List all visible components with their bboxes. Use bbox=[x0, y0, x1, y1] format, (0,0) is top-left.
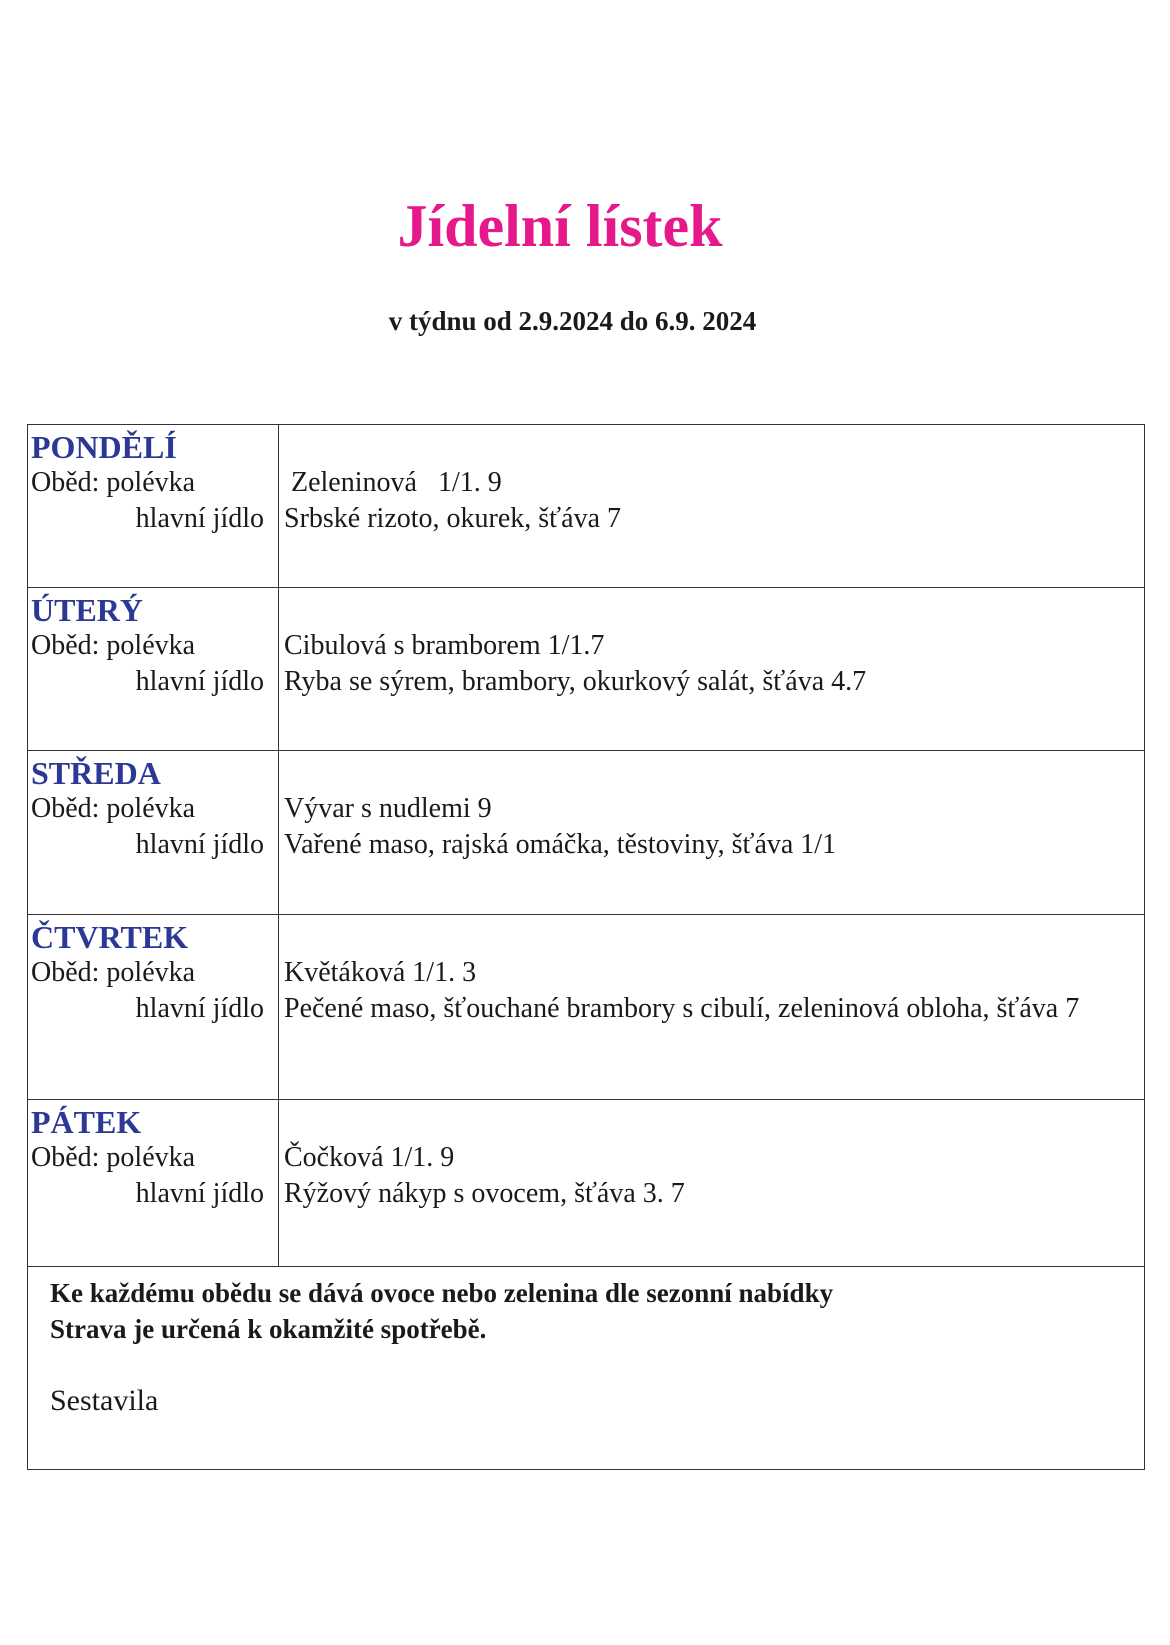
menu-table bbox=[27, 424, 1145, 1470]
page-title: Jídelní lístek bbox=[397, 193, 723, 259]
soup-item: Květáková 1/1. 3 bbox=[284, 957, 477, 988]
day-label-cell bbox=[28, 588, 279, 751]
dishes-cell bbox=[279, 1100, 1145, 1267]
day-label-cell bbox=[28, 425, 279, 588]
main-dish-label: hlavní jídlo bbox=[135, 666, 264, 697]
day-label-cell bbox=[28, 751, 279, 915]
main-dish-item: Ryba se sýrem, brambory, okurkový salát, šťáva 4.7 bbox=[284, 666, 867, 697]
main-dish-label: hlavní jídlo bbox=[135, 503, 264, 534]
day-label-cell bbox=[28, 1100, 279, 1267]
day-row-friday bbox=[28, 1100, 1145, 1267]
soup-item: Cibulová s bramborem 1/1.7 bbox=[284, 630, 605, 661]
consumption-note: Strava je určená k okamžité spotřebě. bbox=[50, 1314, 487, 1344]
week-range: v týdnu od 2.9.2024 do 6.9. 2024 bbox=[388, 306, 757, 336]
dishes-cell bbox=[279, 425, 1145, 588]
soup-item: Čočková 1/1. 9 bbox=[284, 1142, 455, 1173]
soup-label: Oběd: polévka bbox=[31, 793, 196, 824]
soup-label: Oběd: polévka bbox=[31, 630, 196, 661]
day-row-thursday bbox=[28, 915, 1145, 1100]
dishes-cell bbox=[279, 751, 1145, 915]
day-name: ČTVRTEK bbox=[31, 919, 189, 955]
main-dish-label: hlavní jídlo bbox=[135, 829, 264, 860]
main-dish-item: Rýžový nákyp s ovocem, šťáva 3. 7 bbox=[284, 1178, 685, 1209]
dishes-cell bbox=[279, 588, 1145, 751]
main-dish-item: Srbské rizoto, okurek, šťáva 7 bbox=[284, 503, 621, 534]
day-row-monday bbox=[28, 425, 1145, 588]
day-name: ÚTERÝ bbox=[31, 592, 144, 628]
day-label-cell bbox=[28, 915, 279, 1100]
footer-row bbox=[28, 1267, 1145, 1470]
main-dish-label: hlavní jídlo bbox=[135, 1178, 264, 1209]
main-dish-label: hlavní jídlo bbox=[135, 993, 264, 1024]
author-label: Sestavila bbox=[50, 1384, 159, 1417]
soup-label: Oběd: polévka bbox=[31, 467, 196, 498]
soup-item: Vývar s nudlemi 9 bbox=[284, 793, 492, 824]
footer-note-cell bbox=[28, 1267, 1145, 1470]
day-row-wednesday bbox=[28, 751, 1145, 915]
day-name: PÁTEK bbox=[31, 1104, 142, 1140]
main-dish-item: Vařené maso, rajská omáčka, těstoviny, šťáva 1/1 bbox=[284, 829, 837, 860]
soup-label: Oběd: polévka bbox=[31, 957, 196, 988]
main-dish-item: Pečené maso, šťouchané brambory s cibulí, zeleninová obloha, šťáva 7 bbox=[284, 993, 1080, 1024]
fruit-note: Ke každému obědu se dává ovoce nebo zelenina dle sezonní nabídky bbox=[50, 1278, 834, 1308]
soup-item: Zeleninová 1/1. 9 bbox=[284, 467, 502, 498]
soup-label: Oběd: polévka bbox=[31, 1142, 196, 1173]
day-name: STŘEDA bbox=[31, 755, 161, 791]
day-row-tuesday bbox=[28, 588, 1145, 751]
day-name: PONDĚLÍ bbox=[31, 429, 177, 465]
dishes-cell bbox=[279, 915, 1145, 1100]
